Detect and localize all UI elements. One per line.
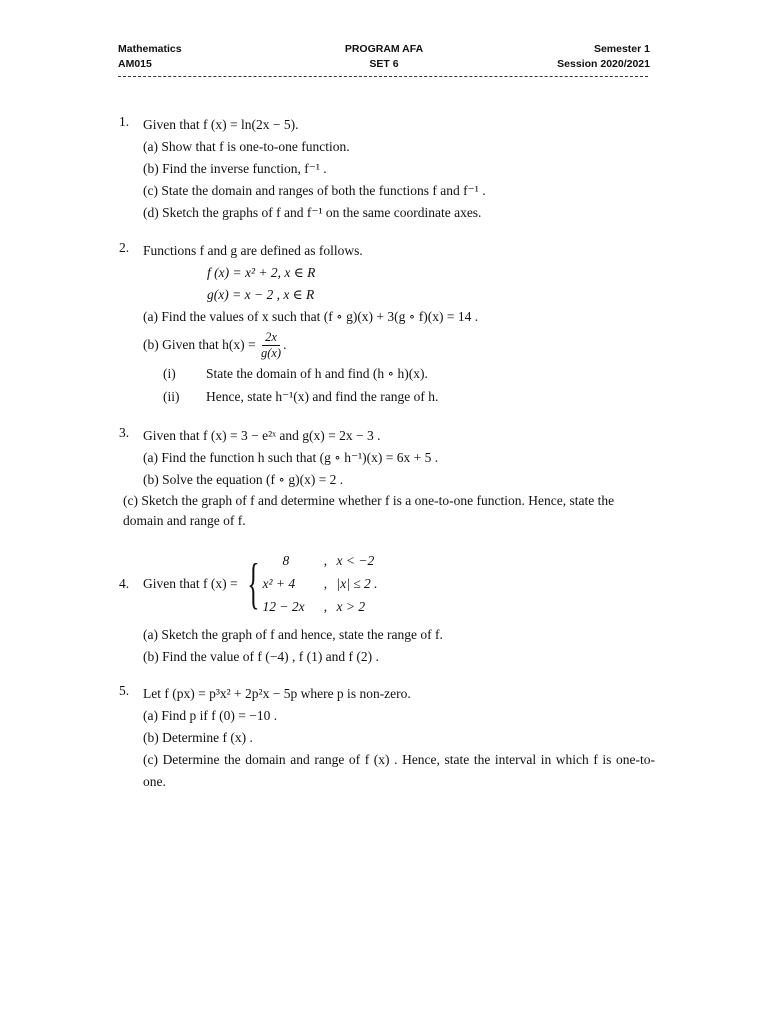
function-definition: g(x) = x − 2 , x ∈ R (207, 287, 315, 302)
sub-part-i (143, 362, 655, 385)
roman-numeral: (i) (163, 366, 176, 381)
sub-part-ii (143, 385, 655, 408)
sub-part-text: Hence, state h⁻¹(x) and find the range of h. (206, 389, 439, 404)
course-code-label: AM015 (118, 58, 152, 70)
question-4 (119, 549, 655, 668)
question-number: 2. (119, 240, 130, 255)
question-part: (a) Sketch the graph of f and hence, state the range of f. (143, 627, 443, 642)
function-definition: f (x) = x² + 2, x ∈ R (207, 265, 316, 280)
question-part: (c) State the domain and ranges of both the functions f and f⁻¹ . (143, 183, 486, 198)
set-label: SET 6 (369, 58, 399, 70)
page-header (118, 42, 650, 77)
piecewise-definition (119, 549, 655, 618)
fraction-denominator: g(x) (260, 346, 282, 361)
fraction (261, 330, 281, 361)
question-part: (b) Determine f (x) . (143, 730, 253, 745)
question-number: 3. (119, 425, 130, 440)
question-3 (119, 425, 655, 531)
case-expression: 8 (282, 553, 290, 568)
left-brace: { (246, 552, 260, 615)
question-part-b: (b) Given that h(x) = $\frac{2x}{g(x)}$ . (143, 330, 287, 361)
question-part: (b) Solve the equation (f ∘ g)(x) = 2 . (143, 472, 344, 487)
question-stem: Given that f (x) = ln(2x − 5). (143, 117, 299, 132)
question-part: (b) Find the inverse function, f⁻¹ . (143, 161, 327, 176)
case-condition: x > 2 (336, 599, 366, 614)
case-comma: , (323, 576, 328, 591)
question-part: (a) Find p if f (0) = −10 . (143, 708, 278, 723)
question-stem: Given that f (x) = (143, 575, 238, 591)
question-number: 1. (119, 114, 130, 129)
piecewise-case (262, 572, 392, 595)
question-1 (119, 114, 655, 224)
question-list (119, 114, 655, 793)
session-label: Session 2020/2021 (557, 58, 650, 70)
case-expression: 12 − 2x (262, 599, 305, 614)
roman-numeral: (ii) (163, 389, 180, 404)
header-row-2 (118, 57, 650, 72)
case-comma: , (323, 599, 328, 614)
piecewise-case (262, 549, 392, 572)
question-part: (a) Find the values of x such that (f ∘ g)(x) + 3(g ∘ f)(x) = 14 . (143, 309, 479, 324)
question-number: 5. (119, 683, 130, 698)
sub-part-text: State the domain of h and find (h ∘ h)(x). (206, 366, 428, 381)
header-row-1 (118, 42, 650, 57)
case-expression: x² + 4 (262, 576, 296, 591)
question-part: (d) Sketch the graphs of f and f⁻¹ on the same coordinate axes. (143, 205, 482, 220)
piecewise-case (262, 595, 392, 618)
question-part: (c) Sketch the graph of f and determine whether f is a one-to-one function. Hence, state the domain and range of f. (123, 493, 615, 528)
question-2 (119, 240, 655, 408)
question-stem: Functions f and g are defined as follows. (143, 243, 363, 258)
case-comma: , (323, 553, 328, 568)
header-divider (118, 76, 648, 77)
question-stem: Given that f (x) = 3 − e²ˣ and g(x) = 2x − 3 . (143, 428, 381, 443)
question-part: (c) Determine the domain and range of f (x) . Hence, state the interval in which f is one-to-one. (143, 752, 655, 789)
question-5 (119, 683, 655, 793)
question-stem: Let f (px) = p³x² + 2p²x − 5p where p is non-zero. (143, 686, 411, 701)
piecewise-cases (262, 549, 392, 618)
subject-label: Mathematics (118, 43, 182, 55)
question-number: 4. (119, 575, 130, 591)
question-part: (b) Find the value of f (−4) , f (1) and f (2) . (143, 649, 379, 664)
case-condition: x < −2 (336, 553, 375, 568)
semester-label: Semester 1 (593, 43, 650, 55)
case-condition: |x| ≤ 2 . (336, 576, 378, 591)
fraction-numerator: 2x (262, 330, 280, 346)
question-part: (a) Find the function h such that (g ∘ h⁻¹)(x) = 6x + 5 . (143, 450, 439, 465)
part-b-text: (b) Given that h(x) = (143, 337, 256, 352)
program-label: PROGRAM AFA (344, 43, 424, 55)
question-part: (a) Show that f is one-to-one function. (143, 139, 350, 154)
